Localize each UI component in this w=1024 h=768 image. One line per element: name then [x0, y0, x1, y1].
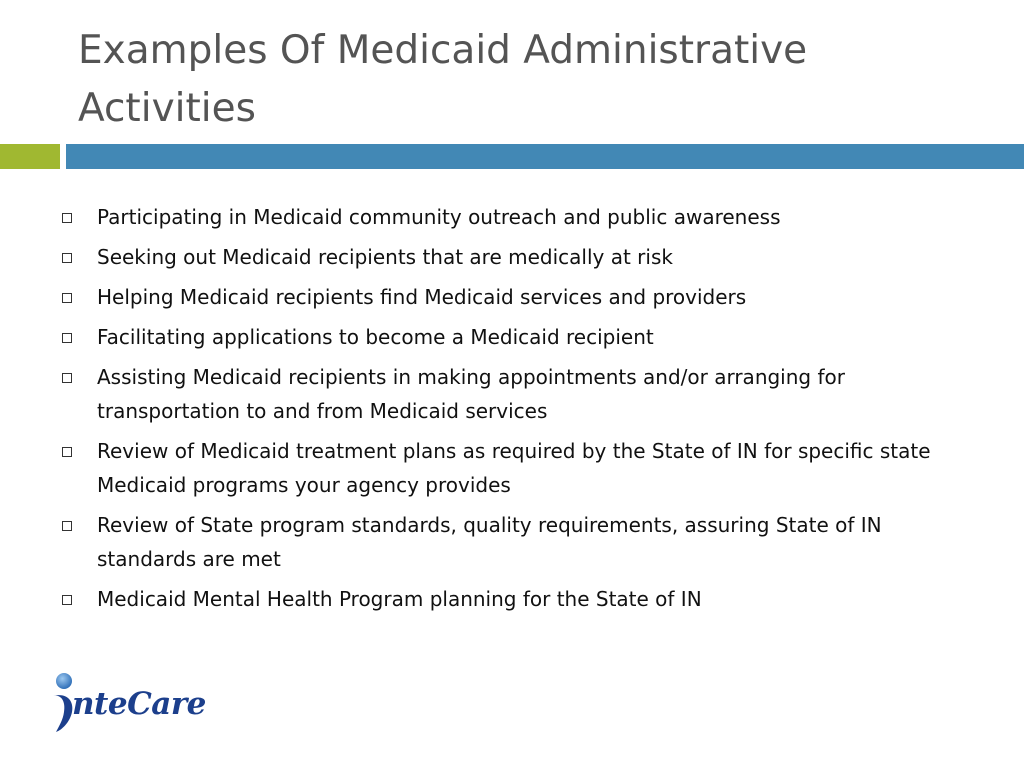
square-bullet-icon — [62, 213, 72, 223]
bullet-text: Helping Medicaid recipients find Medicaid services and providers — [97, 285, 747, 309]
bullet-item — [60, 434, 960, 502]
square-bullet-icon — [62, 333, 72, 343]
square-bullet-icon — [62, 521, 72, 531]
bullet-item — [60, 240, 960, 274]
square-bullet-icon — [62, 373, 72, 383]
bullet-item — [60, 200, 960, 234]
bullet-text: Participating in Medicaid community outreach and public awareness — [97, 205, 781, 229]
title-accent-bar-blue — [66, 144, 1024, 169]
bullet-list — [60, 200, 960, 622]
bullet-item — [60, 320, 960, 354]
bullet-item — [60, 360, 960, 428]
bullet-text: Seeking out Medicaid recipients that are medically at risk — [97, 245, 673, 269]
square-bullet-icon — [62, 447, 72, 457]
square-bullet-icon — [62, 293, 72, 303]
title-accent-bar-green — [0, 144, 60, 169]
bullet-text: Facilitating applications to become a Medicaid recipient — [97, 325, 654, 349]
bullet-item — [60, 280, 960, 314]
square-bullet-icon — [62, 595, 72, 605]
logo-wordmark: nteCare — [72, 686, 206, 722]
slide-title: Examples Of Medicaid Administrative Activities — [78, 28, 808, 131]
bullet-text: Review of Medicaid treatment plans as required by the State of IN for specific state Medicaid programs your agency provides — [97, 439, 931, 497]
bullet-item — [60, 508, 960, 576]
bullet-text: Assisting Medicaid recipients in making appointments and/or arranging for transportation to and from Medicaid services — [97, 365, 845, 423]
bullet-text: Review of State program standards, quality requirements, assuring State of IN standards are met — [97, 513, 882, 571]
bullet-item — [60, 582, 960, 616]
bullet-text: Medicaid Mental Health Program planning for the State of IN — [97, 587, 702, 611]
intecare-logo — [50, 672, 210, 736]
square-bullet-icon — [62, 253, 72, 263]
